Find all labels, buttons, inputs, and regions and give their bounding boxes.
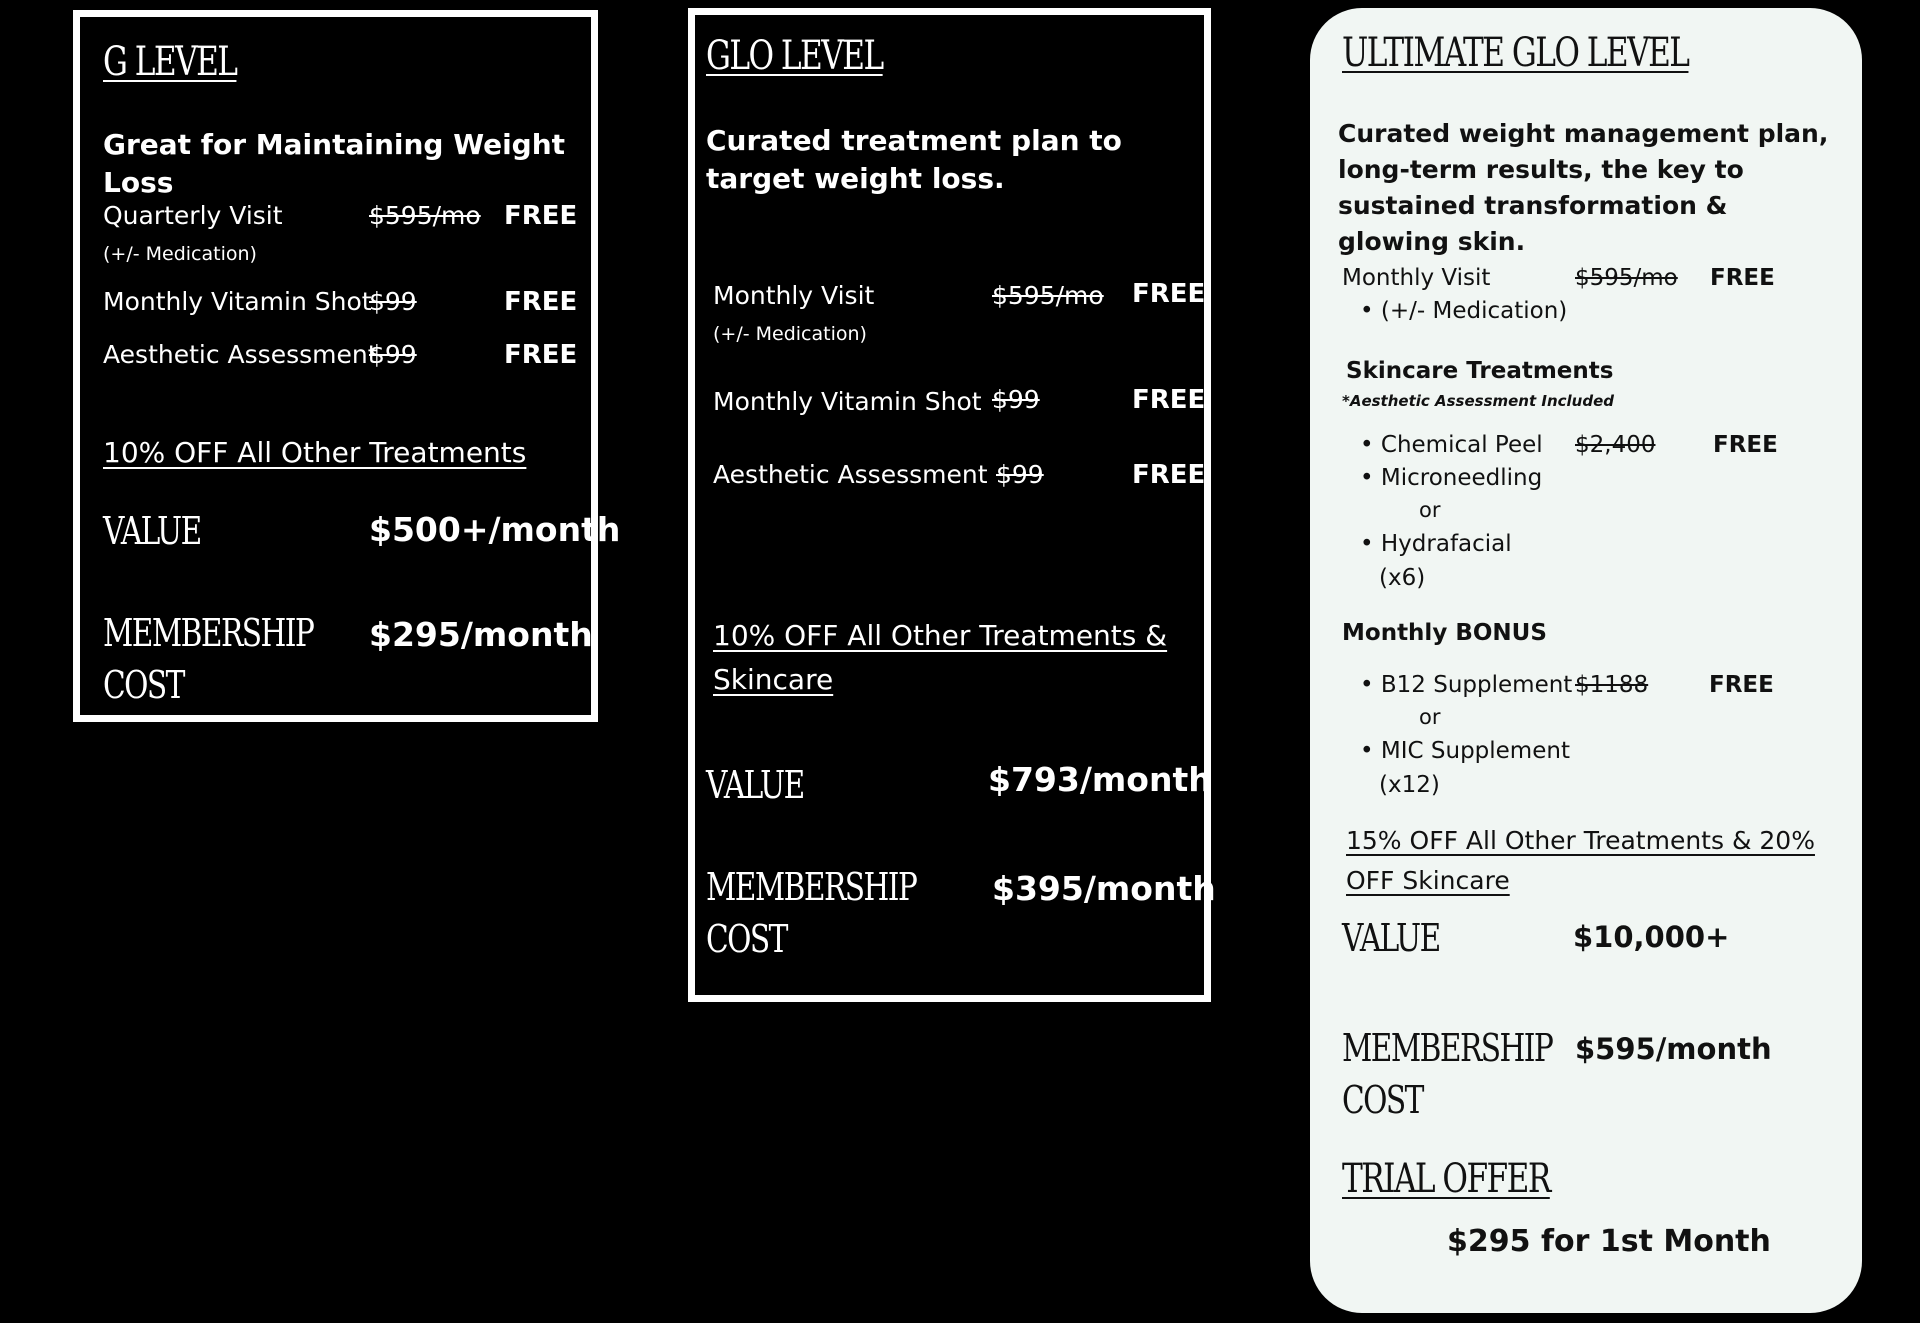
benefit-note: (+/- Medication) (103, 243, 257, 265)
membership-cost-label: MEMBERSHIP COST (1342, 1026, 1553, 1122)
membership-cost-amount: $595/month (1575, 1032, 1772, 1066)
discount-text: 10% OFF All Other Treatments (103, 436, 527, 469)
skincare-option: • Chemical Peel (1360, 432, 1543, 458)
membership-cost-label: MEMBERSHIP COST (706, 865, 917, 961)
offer-badge: FREE (504, 340, 578, 370)
benefit-label: Monthly Visit (1342, 265, 1491, 291)
value-amount: $793/month (988, 760, 1212, 799)
original-price: $99 (992, 385, 1040, 414)
bonus-option: • MIC Supplement (1360, 738, 1570, 764)
offer-badge: FREE (1132, 460, 1206, 490)
trial-offer-label: TRIAL OFFER (1342, 1156, 1550, 1202)
plan-card-glo-level (688, 8, 1216, 1002)
benefit-note: • (+/- Medication) (1360, 298, 1567, 324)
offer-badge: FREE (504, 201, 578, 231)
skincare-note: *Aesthetic Assessment Included (1342, 392, 1614, 410)
value-label: VALUE (103, 509, 201, 553)
original-price: $595/mo (992, 281, 1104, 310)
discount-text: 15% OFF All Other Treatments & 20% OFF Skincare (1346, 826, 1815, 895)
plan-tagline: Curated treatment plan to target weight loss. (706, 124, 1122, 195)
or-text: or (1419, 498, 1441, 522)
plan-title: GLO LEVEL (706, 33, 883, 79)
plan-title: G LEVEL (103, 39, 237, 85)
skincare-heading: Skincare Treatments (1346, 358, 1614, 384)
membership-cost-label: MEMBERSHIP COST (103, 611, 314, 707)
original-price: $2,400 (1575, 432, 1656, 458)
plan-tagline: Curated weight management plan, long-term results, the key to sustained transformation & glowing skin. (1338, 119, 1829, 256)
bonus-option: • B12 Supplement (1360, 672, 1572, 698)
benefit-label: Monthly Visit (713, 281, 875, 310)
offer-badge: FREE (1132, 279, 1206, 309)
discount-text: 10% OFF All Other Treatments & Skincare (713, 619, 1168, 696)
original-price: $99 (369, 340, 417, 369)
plan-tagline: Great for Maintaining Weight Loss (103, 128, 566, 199)
trial-offer-amount: $295 for 1st Month (1447, 1224, 1771, 1259)
offer-badge: FREE (1132, 385, 1206, 415)
value-amount: $500+/month (369, 510, 621, 549)
original-price: $595/mo (1575, 265, 1678, 291)
plan-title: ULTIMATE GLO LEVEL (1342, 30, 1689, 76)
original-price: $595/mo (369, 201, 481, 230)
offer-badge: FREE (1710, 265, 1775, 291)
benefit-label: Monthly Vitamin Shot (713, 387, 982, 416)
value-amount: $10,000+ (1573, 920, 1730, 954)
membership-cost-amount: $395/month (992, 869, 1216, 908)
benefit-label: Monthly Vitamin Shot (103, 287, 372, 316)
offer-badge: FREE (1709, 672, 1774, 698)
membership-cost-amount: $295/month (369, 615, 593, 654)
skincare-option: • Hydrafacial (1360, 531, 1512, 557)
benefit-label: Aesthetic Assessment (103, 340, 378, 369)
plan-card-g-level (73, 10, 621, 722)
value-label: VALUE (706, 763, 804, 807)
original-price: $99 (369, 287, 417, 316)
value-label: VALUE (1342, 916, 1440, 960)
original-price: $99 (996, 460, 1044, 489)
skincare-count: (x6) (1379, 565, 1426, 591)
plan-card-ultimate-glo-level (1310, 8, 1862, 1313)
benefit-label: Aesthetic Assessment (713, 460, 988, 489)
benefit-label: Quarterly Visit (103, 201, 283, 230)
skincare-option: • Microneedling (1360, 465, 1542, 491)
offer-badge: FREE (1713, 432, 1778, 458)
original-price: $1188 (1575, 672, 1649, 698)
or-text: or (1419, 705, 1441, 729)
benefit-note: (+/- Medication) (713, 323, 867, 345)
offer-badge: FREE (504, 287, 578, 317)
bonus-count: (x12) (1379, 772, 1440, 798)
bonus-heading: Monthly BONUS (1342, 620, 1547, 646)
